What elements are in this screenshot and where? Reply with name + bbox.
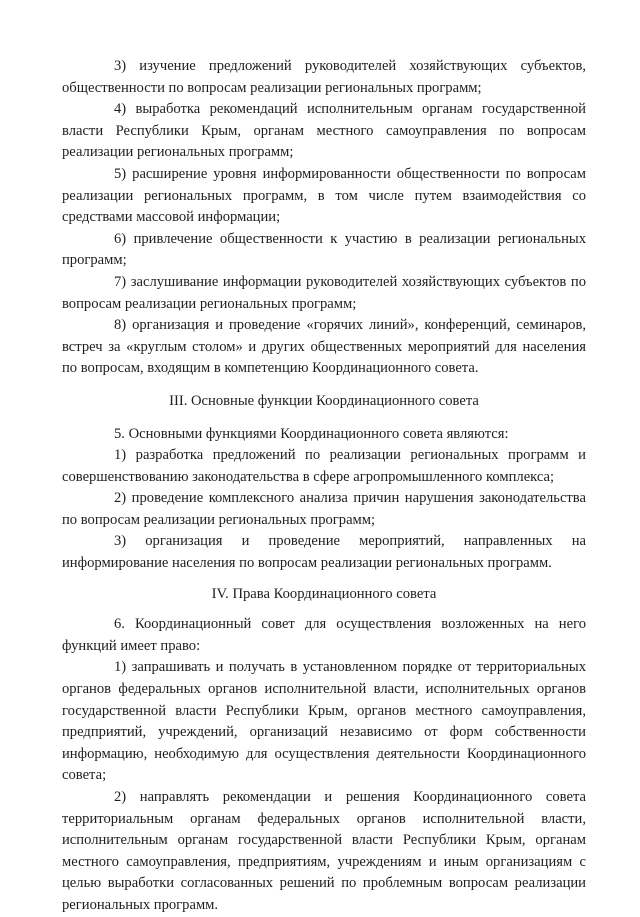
list-item-4-1: 1) запрашивать и получать в установленном порядке от территориальных органов федеральных органов исполнительной власти, исполнительных органов государственной власти Республики Крым, органов местного самоуправления, предприятий, учреждений, организаций независимо от форм собственности информацию, необходимую для осуществления деятельности Координационного совета; [62, 659, 586, 784]
section-4-intro: 6. Координационный совет для осуществления возложенных на него функций имеет право: [62, 616, 586, 654]
list-item-3-1: 1) разработка предложений по реализации региональных программ и совершенствованию законодательства в сфере агропромышленного комплекса; [62, 447, 586, 485]
list-item-2-7: 7) заслушивание информации руководителей хозяйствующих субъектов по вопросам реализации региональных программ; [62, 273, 586, 312]
section-heading-4: IV. Права Координационного совета [211, 585, 437, 602]
section-heading-3: III. Основные функции Координационного совета [169, 392, 479, 409]
list-item-3-2: 2) проведение комплексного анализа причин нарушения законодательства по вопросам реализации региональных программ; [62, 490, 586, 528]
document-page [62, 56, 586, 917]
list-item-3-3: 3) организация и проведение мероприятий, направленных на информирование населения по вопросам реализации региональных программ. [62, 533, 586, 572]
list-item-2-6: 6) привлечение общественности к участию в реализации региональных программ; [62, 230, 586, 269]
list-item-2-3: 3) изучение предложений руководителей хозяйствующих субъектов, общественности по вопросам реализации региональных программ; [62, 58, 586, 96]
list-item-2-8: 8) организация и проведение «горячих линий», конференций, семинаров, встреч за «круглым столом» и других общественных мероприятий для населения по вопросам, входящим в компетенцию Координационного совета. [62, 317, 586, 377]
section-3-intro: 5. Основными функциями Координационного совета являются: [114, 425, 509, 442]
list-item-4-2: 2) направлять рекомендации и решения Координационного совета территориальным органам федеральных органов исполнительной власти, исполнительным органам государственной власти Республики Крым, органам местного самоуправления, предприятиям, учреждениям и иным организациям с целью выработки согласованных решений по проблемным вопросам реализации региональных программ. [62, 789, 586, 913]
list-item-2-5: 5) расширение уровня информированности общественности по вопросам реализации региональных программ, в том числе путем взаимодействия со средствами массовой информации; [62, 165, 586, 226]
list-item-2-4: 4) выработка рекомендаций исполнительным органам государственной власти Республики Крым, органам местного самоуправления по вопросам реализации региональных программ; [62, 101, 586, 161]
